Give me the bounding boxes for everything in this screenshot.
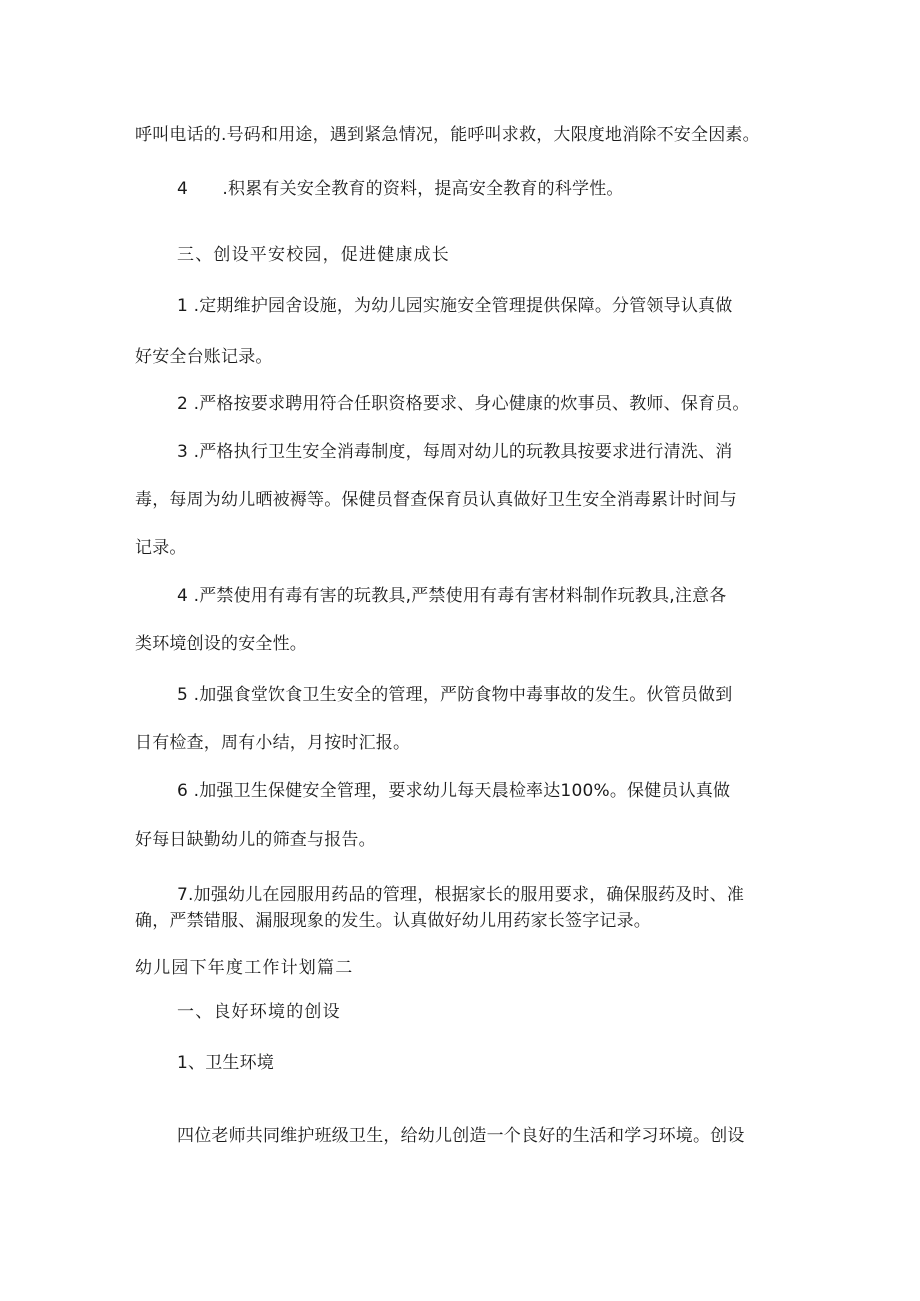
- list-item-line: 4 .积累有关安全教育的资料，提高安全教育的科学性。: [177, 179, 624, 199]
- list-item-line: 5 .加强食堂饮食卫生安全的管理，严防食物中毒事故的发生。伙管员做到: [177, 685, 733, 705]
- list-item-line: 6 .加强卫生保健安全管理，要求幼儿每天晨检率达100%。保健员认真做: [177, 781, 731, 801]
- paragraph-line: 日有检查，周有小结，月按时汇报。: [135, 733, 411, 753]
- page-heading: 幼儿园下年度工作计划篇二: [135, 958, 354, 978]
- list-item-line: 7.加强幼儿在园服用药品的管理，根据家长的服用要求，确保服药及时、准: [177, 885, 745, 905]
- subsection-heading: 1、卫生环境: [177, 1053, 275, 1073]
- list-item-line: 3 .严格执行卫生安全消毒制度，每周对幼儿的玩教具按要求进行清洗、消: [177, 442, 733, 462]
- list-item-line: 4 .严禁使用有毒有害的玩教具,严禁使用有毒有害材料制作玩教具,注意各: [177, 586, 727, 606]
- paragraph-line: 记录。: [135, 538, 187, 558]
- list-item-line: 2 .严格按要求聘用符合任职资格要求、身心健康的炊事员、教师、保育员。: [177, 394, 750, 414]
- paragraph-line: 类环境创设的安全性。: [135, 634, 307, 654]
- paragraph-line: 呼叫电话的.号码和用途，遇到紧急情况，能呼叫求救，大限度地消除不安全因素。: [135, 125, 760, 145]
- section-heading: 三、创设平安校园，促进健康成长: [177, 245, 450, 265]
- list-item-line: 1 .定期维护园舍设施，为幼儿园实施安全管理提供保障。分管领导认真做: [177, 296, 733, 316]
- paragraph-line: 确，严禁错服、漏服现象的发生。认真做好幼儿用药家长签字记录。: [135, 911, 651, 931]
- paragraph-line: 四位老师共同维护班级卫生，给幼儿创造一个良好的生活和学习环境。创设: [177, 1126, 745, 1146]
- paragraph-line: 好每日缺勤幼儿的筛查与报告。: [135, 830, 376, 850]
- section-heading: 一、良好环境的创设: [177, 1002, 341, 1022]
- paragraph-line: 毒，每周为幼儿晒被褥等。保健员督查保育员认真做好卫生安全消毒累计时间与: [135, 490, 737, 510]
- paragraph-line: 好安全台账记录。: [135, 347, 273, 367]
